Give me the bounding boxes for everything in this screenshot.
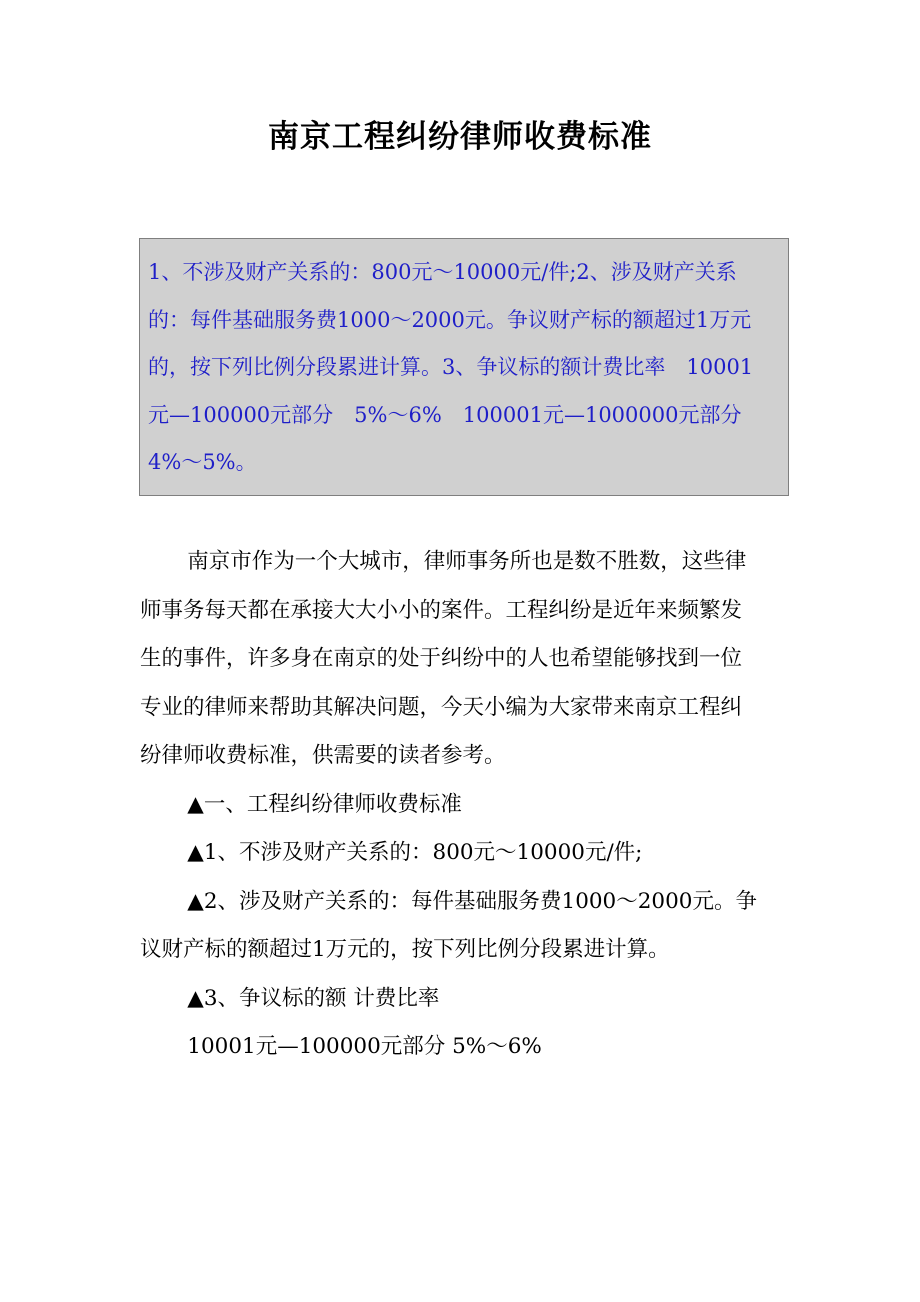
fee-rate-line: 10001元—100000元部分 5%～6% [187,1034,542,1059]
list-item: ▲3、争议标的额 计费比率 [187,985,440,1011]
section-heading: ▲一、工程纠纷律师收费标准 [187,791,462,817]
document-body [140,538,760,1072]
summary-text: 1、不涉及财产关系的：800元～10000元/件;2、涉及财产关系的：每件基础服务费1000～2000元。争议财产标的额超过1万元的，按下列比例分段累进计算。3、争议标的额计费比率 10001元—100000元部分 5%～6% 100001元—1000000元部分 4%～5%。 [148,260,754,474]
document-title: 南京工程纠纷律师收费标准 [268,119,652,155]
intro-paragraph: 南京市作为一个大城市，律师事务所也是数不胜数，这些律师事务每天都在承接大大小小的案件。工程纠纷是近年来频繁发生的事件，许多身在南京的处于纠纷中的人也希望能够找到一位专业的律师来帮助其解决问题，今天小编为大家带来南京工程纠纷律师收费标准，供需要的读者参考。 [140,549,747,768]
list-item: ▲1、不涉及财产关系的：800元～10000元/件; [187,840,643,865]
summary-box [139,238,789,496]
list-item: ▲2、涉及财产关系的：每件基础服务费1000～2000元。争议财产标的额超过1万元的，按下列比例分段累进计算。 [140,888,757,962]
